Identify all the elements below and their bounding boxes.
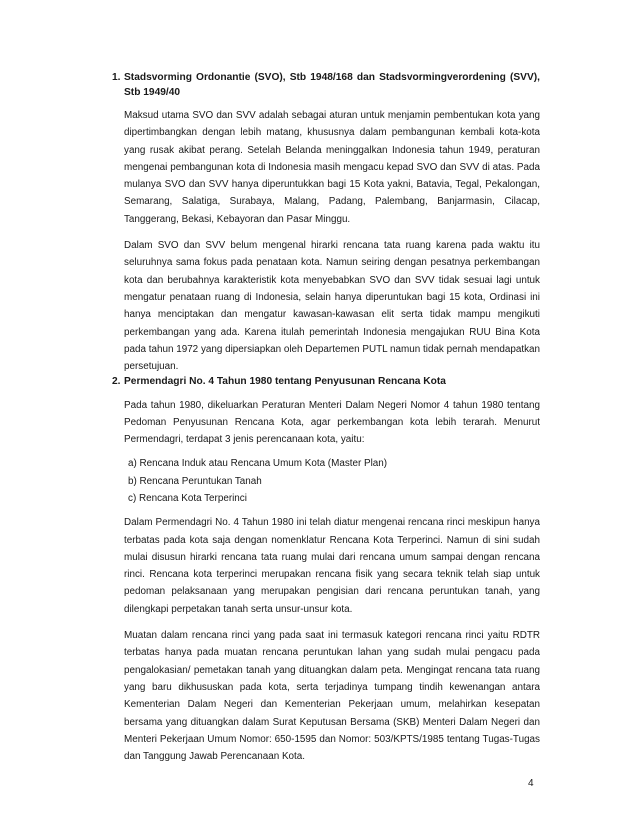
- section-2-title: Permendagri No. 4 Tahun 1980 tentang Penyusunan Rencana Kota: [124, 376, 446, 387]
- section-1: [112, 71, 540, 375]
- section-2-number: 2.: [112, 376, 121, 387]
- list-item: a) Rencana Induk atau Rencana Umum Kota (Master Plan): [128, 458, 388, 470]
- planning-types-list: [124, 455, 540, 507]
- section-1-heading: [112, 71, 540, 100]
- section-2: [112, 375, 540, 765]
- section-1-number: 1.: [112, 72, 121, 83]
- section-1-paragraph-2: Dalam SVO dan SVV belum mengenal hirarki rencana tata ruang karena pada waktu itu seluruhnya sama fokus pada penataan kota. Namun seiring dengan pesatnya perkembangan kota dan berubahnya karakteristik kota menyebabkan SVO dan SVV tidak sesuai lagi untuk mengatur penataan ruang di Indonesia, selain hanya diperuntukan bagi 15 kota, Ordinasi ini hanya menciptakan dan mengatur kawasan-kawasan elit serta tidak mampu mengikuti perkembangan yang ada. Karena itulah pemerintah Indonesia mengajukan RUU Bina Kota pada tahun 1972 yang dipersiapkan oleh Departemen PUTL namun tidak pernah mendapatkan persetujuan.: [124, 240, 540, 373]
- section-2-paragraph-1: Dalam Permendagri No. 4 Tahun 1980 ini telah diatur mengenai rencana rinci meskipun hanya terbatas pada kota saja dengan nomenklatur Rencana Kota Terperinci. Namun di sini sudah mulai disusun hirarki rencana tata ruang mulai dari rencana umum sampai dengan rencana rinci. Rencana kota terperinci merupakan rencana fisik yang secara teknik telah siap untuk pedoman pelaksanaan yang merupakan pengisian dari rencana peruntukan tanah, yang dilengkapi perpetakan tanah serta unsur-unsur kota.: [124, 517, 540, 615]
- list-item: c) Rencana Kota Terperinci: [128, 492, 247, 504]
- section-1-paragraph-1: Maksud utama SVO dan SVV adalah sebagai aturan untuk menjamin pembentukan kota yang dipertimbangkan dengan lebih matang, khususnya dalam pembangunan kembali kota-kota yang rusak akibat perang. Setelah Belanda meninggalkan Indonesia tahun 1949, peraturan mengenai pembangunan kota di Indonesia masih mengacu kepad SVO dan SVV di atas. Pada mulanya SVO dan SVV hanya diperuntukkan bagi 15 Kota yakni, Batavia, Tegal, Pekalongan, Semarang, Salatiga, Surabaya, Malang, Padang, Palembang, Banjarmasin, Cilacap, Tanggerang, Bekasi, Kebayoran dan Pasar Minggu.: [124, 110, 540, 225]
- section-2-heading: [112, 375, 540, 390]
- list-item: b) Rencana Peruntukan Tanah: [128, 475, 262, 487]
- section-2-paragraph-2: Muatan dalam rencana rinci yang pada saat ini termasuk kategori rencana rinci yaitu RDTR terbatas hanya pada muatan rencana peruntukan lahan yang sudah mulai pengacu pada pengalokasian/ pemetakan tanah yang dituangkan dalam peta. Mengingat rencana tata ruang yang baru dikhususkan pada kota, serta terjadinya tumpang tindih kewenangan antara Kementerian Dalam Negeri dan Kementerian Pekerjaan umum, melahirkan kesepatan bersama yang dituangkan dalam Surat Keputusan Bersama (SKB) Menteri Dalam Negeri dan Menteri Pekerjaan Umum Nomor: 650-1595 dan Nomor: 503/KPTS/1985 tentang Tugas-Tugas dan Tanggung Jawab Perencanaan Kota.: [124, 630, 540, 763]
- section-2-intro: Pada tahun 1980, dikeluarkan Peraturan Menteri Dalam Negeri Nomor 4 tahun 1980 tentang Pedoman Penyusunan Rencana Kota, agar perkembangan kota lebih terarah. Menurut Permendagri, terdapat 3 jenis perencanaan kota, yaitu:: [124, 399, 540, 446]
- section-1-title: Stadsvorming Ordonantie (SVO), Stb 1948/168 dan Stadsvormingverordening (SVV), Stb 1949/40: [124, 72, 540, 98]
- page-number: 4: [528, 778, 534, 789]
